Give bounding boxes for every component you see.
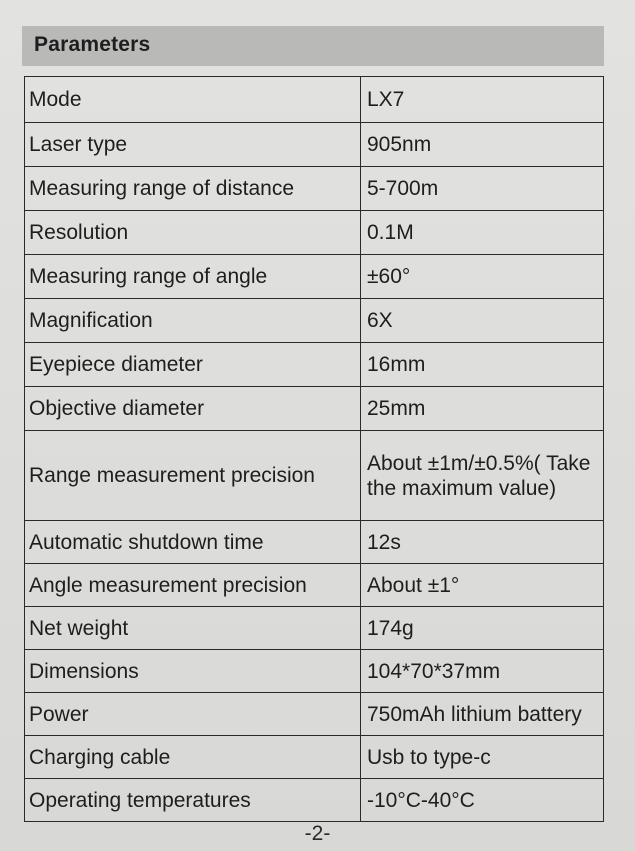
param-label: Measuring range of angle: [25, 255, 361, 299]
table-row: [25, 521, 604, 564]
param-label: Dimensions: [25, 650, 361, 693]
param-label: Automatic shutdown time: [25, 521, 361, 564]
param-value: -10°C-40°C: [361, 779, 604, 822]
param-label: Net weight: [25, 607, 361, 650]
param-value: 0.1M: [361, 211, 604, 255]
param-label: Magnification: [25, 299, 361, 343]
param-label: Laser type: [25, 123, 361, 167]
param-value: 12s: [361, 521, 604, 564]
param-label: Power: [25, 693, 361, 736]
parameters-table: [24, 76, 604, 822]
table-row: [25, 607, 604, 650]
param-value: 6X: [361, 299, 604, 343]
param-value: ±60°: [361, 255, 604, 299]
param-value: 5-700m: [361, 167, 604, 211]
table-row: [25, 693, 604, 736]
table-row: [25, 779, 604, 822]
param-label: Operating temperatures: [25, 779, 361, 822]
table-row: [25, 431, 604, 521]
section-header: [22, 26, 604, 66]
param-label: Eyepiece diameter: [25, 343, 361, 387]
param-value: 905nm: [361, 123, 604, 167]
param-value: 104*70*37mm: [361, 650, 604, 693]
table-row: [25, 123, 604, 167]
table-row: [25, 211, 604, 255]
param-value: About ±1°: [361, 564, 604, 607]
param-value: 750mAh lithium battery: [361, 693, 604, 736]
param-value: 174g: [361, 607, 604, 650]
page-number: -2-: [304, 822, 331, 845]
param-value: 25mm: [361, 387, 604, 431]
param-label: Resolution: [25, 211, 361, 255]
table-row: [25, 736, 604, 779]
param-label: Range measurement precision: [25, 431, 361, 521]
table-row: [25, 343, 604, 387]
param-label: Angle measurement precision: [25, 564, 361, 607]
param-label: Objective diameter: [25, 387, 361, 431]
param-value: About ±1m/±0.5%( Take the maximum value): [361, 431, 604, 521]
table-row: [25, 387, 604, 431]
table-row: [25, 299, 604, 343]
param-label: Mode: [25, 77, 361, 123]
param-value: LX7: [361, 77, 604, 123]
table-row: [25, 255, 604, 299]
table-row: [25, 77, 604, 123]
param-value: Usb to type-c: [361, 736, 604, 779]
param-label: Charging cable: [25, 736, 361, 779]
table-row: [25, 167, 604, 211]
table-row: [25, 564, 604, 607]
section-title: Parameters: [34, 33, 151, 56]
param-value: 16mm: [361, 343, 604, 387]
table-row: [25, 650, 604, 693]
param-label: Measuring range of distance: [25, 167, 361, 211]
